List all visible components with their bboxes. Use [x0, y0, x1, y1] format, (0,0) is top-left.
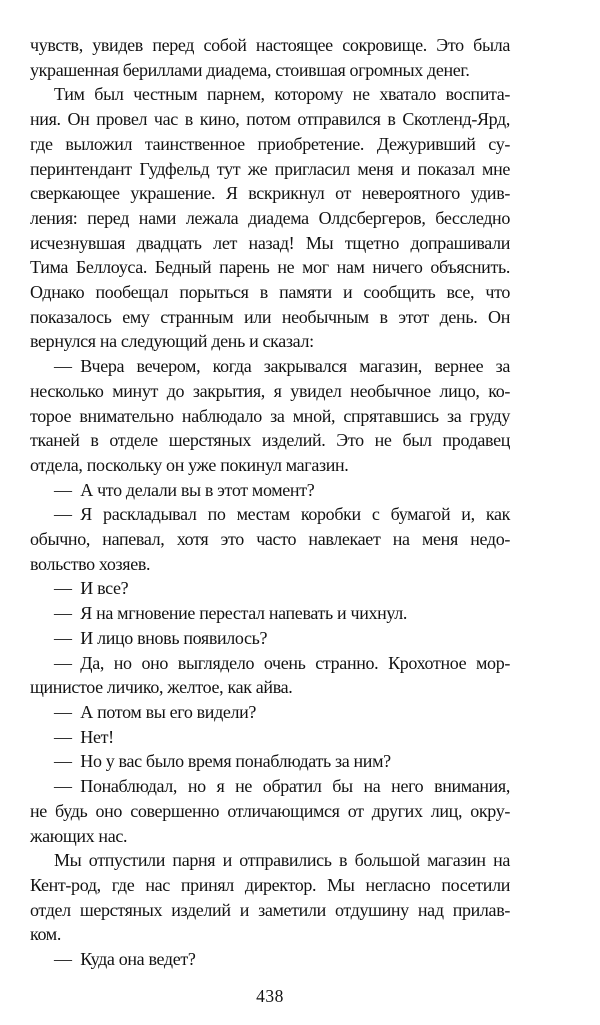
text-line: щинистое личико, желтое, как айва.	[30, 677, 293, 698]
page-number: 438	[256, 986, 284, 1006]
text-line: — Но у вас было время понаблюдать за ним?	[54, 751, 391, 772]
paragraph	[30, 601, 510, 626]
text-line: исчезнувшая двадцать лет назад! Мы тщетно допрашивали	[30, 232, 510, 253]
text-line: Тима Беллоуса. Бедный парень не мог нам ничего объяснить.	[30, 257, 510, 278]
text-line: отдел шерстяных изделий и заметили отдушину над прилав-	[30, 899, 510, 920]
page-text	[30, 33, 510, 972]
text-line: Однако пообещал порыться в памяти и сообщить все, что	[30, 282, 510, 303]
paragraph	[30, 354, 510, 478]
text-line: вернулся на следующий день и сказал:	[30, 331, 314, 352]
paragraph	[30, 774, 510, 848]
text-line: Мы отпустили парня и отправились в большой магазин на	[54, 850, 510, 871]
text-line: несколько минут до закрытия, я увидел необычное лицо, ко-	[30, 380, 510, 401]
paragraph	[30, 947, 510, 972]
text-line: — И лицо вновь появилось?	[54, 627, 268, 648]
text-line: не будь оно совершенно отличающимся от других лиц, окру-	[30, 800, 510, 821]
text-line: — А что делали вы в этот момент?	[54, 479, 315, 500]
text-line: — Вчера вечером, когда закрывался магазин, вернее за	[54, 356, 510, 377]
text-line: Кент-род, где нас принял директор. Мы негласно посетили	[30, 874, 510, 895]
text-line: вольство хозяев.	[30, 553, 151, 574]
text-line: — Я на мгновение перестал напевать и чихнул.	[54, 603, 408, 624]
paragraph	[30, 502, 510, 576]
paragraph	[30, 725, 510, 750]
text-line: — Куда она ведет?	[54, 949, 196, 970]
text-line: ления: перед нами лежала диадема Олдсбергеров, бесследно	[30, 207, 510, 228]
text-line: — И все?	[54, 578, 129, 599]
paragraph	[30, 749, 510, 774]
text-line: Тим был честным парнем, которому не хватало воспита-	[54, 84, 510, 105]
text-line: отдела, поскольку он уже покинул магазин.	[30, 454, 349, 475]
text-line: сверкающее украшение. Я вскрикнул от невероятного удив-	[30, 183, 510, 204]
paragraph	[30, 626, 510, 651]
paragraph	[30, 33, 510, 82]
text-line: — Я раскладывал по местам коробки с бумагой и, как	[54, 504, 510, 525]
text-line: жающих нас.	[30, 825, 128, 846]
paragraph	[30, 478, 510, 503]
paragraph	[30, 82, 510, 354]
text-line: — Да, но оно выглядело очень странно. Крохотное мор-	[54, 652, 510, 673]
text-line: украшенная бериллами диадема, стоившая огромных денег.	[30, 59, 470, 80]
text-line: показалось ему странным или необычным в этот день. Он	[30, 306, 510, 327]
text-line: ком.	[30, 924, 61, 945]
text-line: перинтендант Гудфельд тут же пригласил меня и показал мне	[30, 158, 510, 179]
text-line: чувств, увидев перед собой настоящее сокровище. Это была	[30, 35, 510, 55]
paragraph	[30, 700, 510, 725]
paragraph	[30, 848, 510, 947]
text-line: — А потом вы его видели?	[54, 701, 257, 722]
text-line: ния. Он провел час в кино, потом отправился в Скотленд-Ярд,	[30, 109, 510, 130]
text-line: тканей в отделе шерстяных изделий. Это не был продавец	[30, 430, 510, 451]
paragraph	[30, 576, 510, 601]
text-line: — Понаблюдал, но я не обратил бы на него внимания,	[54, 776, 510, 797]
text-line: где выложил таинственное приобретение. Дежуривший су-	[30, 133, 510, 154]
paragraph	[30, 651, 510, 700]
text-line: — Нет!	[54, 726, 114, 747]
text-line: обычно, напевал, хотя это часто навлекает на меня недо-	[30, 529, 510, 550]
text-line: торое внимательно наблюдало за мной, спрятавшись за груду	[30, 405, 510, 426]
